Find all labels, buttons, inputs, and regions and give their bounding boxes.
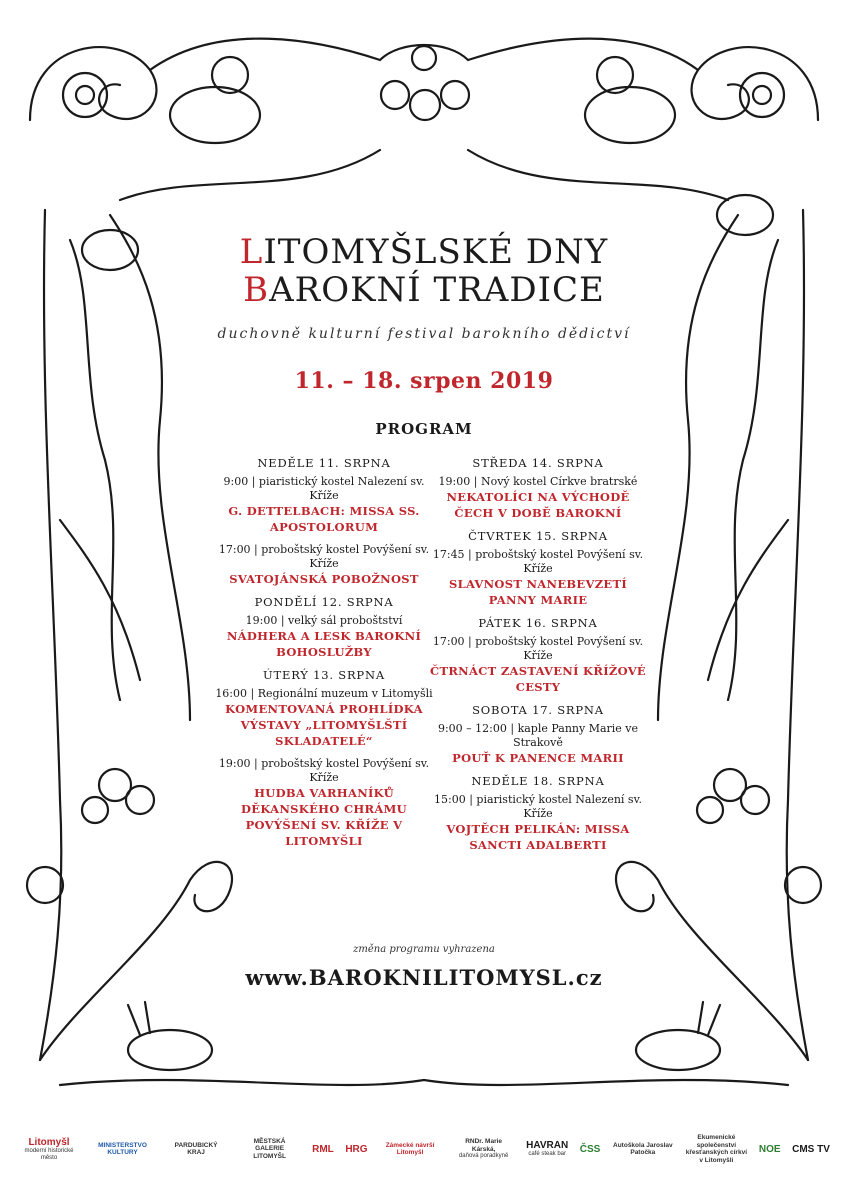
- event-time-place: 17:45 | proboštský kostel Povýšení sv. Kříže: [432, 548, 644, 575]
- program-event: [214, 687, 434, 749]
- sponsor-logo: [92, 1142, 154, 1157]
- event-time-place: 19:00 | velký sál proboštství: [245, 614, 403, 627]
- event-title: POUŤ K PANENCE MARII: [452, 751, 624, 765]
- sponsor-logo: [580, 1144, 601, 1155]
- festival-website-link[interactable]: www.BAROKNILITOMYSL.cz: [245, 965, 603, 990]
- program-day-title: ČTVRTEK 15. SRPNA: [468, 529, 608, 543]
- sponsor-logo: [685, 1134, 747, 1164]
- sponsor-logo-subtitle: daňová poradkyně: [458, 1153, 509, 1159]
- program-event: [214, 475, 434, 535]
- program-day-title: NEDĚLE 18. SRPNA: [471, 774, 605, 788]
- program-event: [428, 793, 648, 853]
- sponsor-logo-name: HAVRAN: [526, 1140, 569, 1151]
- program-day: [214, 456, 434, 587]
- program-heading: PROGRAM: [375, 420, 473, 438]
- festival-title-line-2: [0, 270, 848, 310]
- event-title: NÁDHERA A LESK BAROKNÍ BOHOSLUŽBY: [226, 629, 422, 659]
- event-title: G. DETTELBACH: MISSA SS. APOSTOLORUM: [228, 504, 420, 534]
- sponsor-logo: [165, 1142, 227, 1157]
- festival-title-line-1: [0, 232, 848, 272]
- sponsor-logo: [379, 1142, 441, 1157]
- sponsor-logo-subtitle: moderní historické město: [24, 1147, 74, 1161]
- program-day-title: SOBOTA 17. SRPNA: [472, 703, 604, 717]
- sponsor-logo-name: MĚSTSKÁ GALERIE LITOMYŠL: [253, 1137, 286, 1160]
- sponsor-logo-name: MINISTERSTVO KULTURY: [98, 1141, 147, 1156]
- sponsor-logo-name: ČSS: [579, 1143, 601, 1155]
- program-day-title: PONDĚLÍ 12. SRPNA: [254, 595, 394, 609]
- sponsor-logo: [312, 1144, 334, 1155]
- sponsor-logo: [18, 1137, 80, 1162]
- program-day: [428, 774, 648, 853]
- program-day: [214, 668, 434, 849]
- sponsor-logos-bar: [18, 1124, 830, 1174]
- event-title: HUDBA VARHANÍKŮ DĚKANSKÉHO CHRÁMU POVÝŠENÍ SV. KŘÍŽE V LITOMYŠLI: [240, 786, 407, 848]
- sponsor-logo-name: HRG: [345, 1143, 368, 1155]
- program-day-title: PÁTEK 16. SRPNA: [478, 616, 598, 630]
- title-rest: ITOMYŠLSKÉ DNY: [263, 232, 609, 272]
- program-day: [428, 529, 648, 608]
- sponsor-logo: [526, 1140, 568, 1158]
- sponsor-logo-name: PARDUBICKÝ KRAJ: [174, 1141, 218, 1156]
- program-change-note: změna programu vyhrazena: [353, 944, 495, 955]
- event-time-place: 19:00 | proboštský kostel Povýšení sv. Kříže: [218, 757, 430, 784]
- event-title: SVATOJÁNSKÁ POBOŽNOST: [229, 572, 419, 586]
- program-event: [428, 475, 648, 521]
- event-time-place: 15:00 | piaristický kostel Nalezení sv. Kříže: [434, 793, 642, 820]
- program-day: [428, 456, 648, 521]
- program-event: [428, 635, 648, 695]
- festival-dates: 11. – 18. srpen 2019: [294, 368, 554, 394]
- program-event: [214, 543, 434, 587]
- title-initial: B: [243, 270, 270, 310]
- program-day-title: ÚTERÝ 13. SRPNA: [263, 668, 385, 682]
- sponsor-logo-name: NOE: [758, 1143, 781, 1155]
- title-initial: L: [239, 232, 264, 272]
- event-title: SLAVNOST NANEBEVZETÍ PANNY MARIE: [448, 577, 627, 607]
- program-day-title: NEDĚLE 11. SRPNA: [257, 456, 391, 470]
- festival-subtitle: duchovně kulturní festival barokního dědictví: [217, 326, 631, 342]
- sponsor-logo: [345, 1144, 367, 1155]
- sponsor-logo-name: RML: [312, 1143, 334, 1155]
- program-event: [428, 722, 648, 766]
- sponsor-logo: [239, 1138, 301, 1161]
- sponsor-logo: [792, 1144, 830, 1155]
- sponsor-logo-name: RNDr. Marie Kárská,: [465, 1138, 503, 1153]
- sponsor-logo-name: Zámecké návrší Litomyšl: [385, 1141, 435, 1156]
- program-event: [214, 757, 434, 849]
- program-column-left: [214, 456, 434, 857]
- sponsor-logo: [759, 1144, 781, 1155]
- sponsor-logo-name: CMS TV: [792, 1143, 830, 1155]
- title-rest: AROKNÍ TRADICE: [269, 270, 605, 310]
- event-time-place: 9:00 | piaristický kostel Nalezení sv. Kříže: [223, 475, 425, 502]
- sponsor-logo-name: Litomyšl: [28, 1136, 70, 1148]
- program-day: [428, 616, 648, 695]
- event-title: ČTRNÁCT ZASTAVENÍ KŘÍŽOVÉ CESTY: [430, 664, 646, 694]
- sponsor-logo: [453, 1138, 515, 1160]
- event-title: VOJTĚCH PELIKÁN: MISSA SANCTI ADALBERTI: [446, 822, 630, 852]
- sponsor-logo-name: Ekumenické společenství křesťanských církví v Litomyšli: [685, 1134, 747, 1164]
- event-time-place: 17:00 | proboštský kostel Povýšení sv. Kříže: [218, 543, 430, 570]
- sponsor-logo-subtitle: café steak bar: [528, 1151, 567, 1157]
- program-event: [214, 614, 434, 660]
- program-day: [428, 703, 648, 766]
- program-day: [214, 595, 434, 660]
- event-time-place: 9:00 – 12:00 | kaple Panny Marie ve Strakově: [437, 722, 639, 749]
- event-time-place: 16:00 | Regionální muzeum v Litomyšli: [215, 687, 433, 700]
- event-time-place: 19:00 | Nový kostel Církve bratrské: [438, 475, 638, 488]
- program-event: [428, 548, 648, 608]
- event-title: NEKATOLÍCI NA VÝCHODĚ ČECH V DOBĚ BAROKNÍ: [446, 490, 630, 520]
- sponsor-logo: [612, 1142, 674, 1157]
- program-column-right: [428, 456, 648, 861]
- program-day-title: STŘEDA 14. SRPNA: [472, 456, 604, 470]
- event-time-place: 17:00 | proboštský kostel Povýšení sv. Kříže: [432, 635, 644, 662]
- sponsor-logo-name: Autoškola Jaroslav Patočka: [613, 1141, 673, 1156]
- event-title: KOMENTOVANÁ PROHLÍDKA VÝSTAVY „LITOMYŠLŠTÍ SKLADATELÉ“: [225, 702, 423, 748]
